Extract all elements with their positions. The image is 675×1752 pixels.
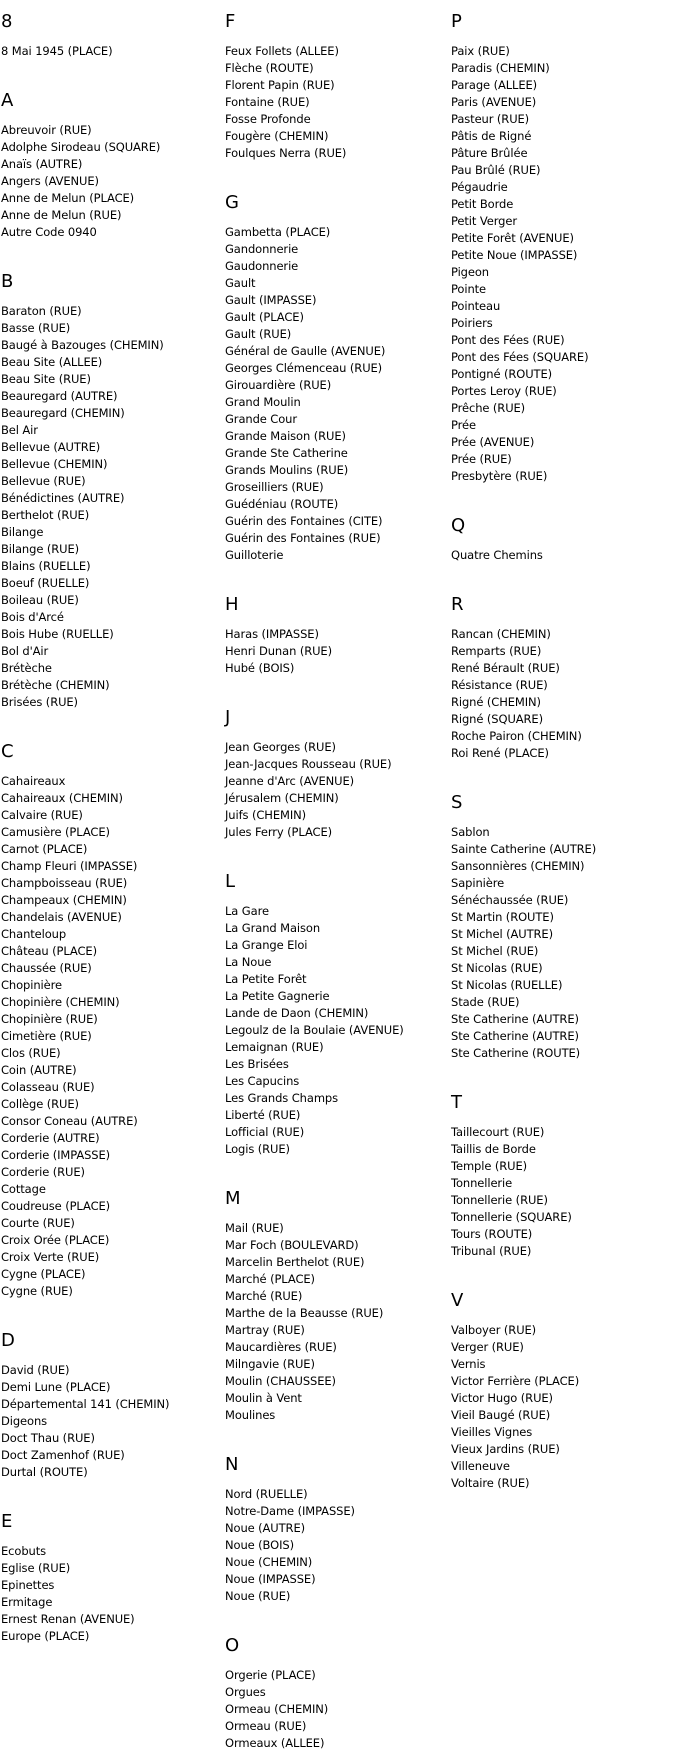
street-entry: Bilange xyxy=(1,525,44,539)
section-letter-heading: O xyxy=(225,1635,240,1656)
street-entry: Beauregard (CHEMIN) xyxy=(1,406,125,420)
street-entry: Roi René (PLACE) xyxy=(451,746,549,760)
street-entry: David (RUE) xyxy=(1,1363,70,1377)
street-entry: Gault (PLACE) xyxy=(225,310,304,324)
street-entry: Camusière (PLACE) xyxy=(1,825,110,839)
street-entry: Mar Foch (BOULEVARD) xyxy=(225,1238,359,1252)
street-list xyxy=(451,1124,671,1260)
street-entry: Résistance (RUE) xyxy=(451,678,548,692)
street-entry: Coin (AUTRE) xyxy=(1,1063,77,1077)
street-entry: Les Capucins xyxy=(225,1074,300,1088)
section-letter-heading: V xyxy=(451,1290,464,1311)
street-entry: Cottage xyxy=(1,1182,46,1196)
street-list xyxy=(1,43,221,60)
street-entry: Feux Follets (ALLEE) xyxy=(225,44,339,58)
section-letter-heading: N xyxy=(225,1454,239,1475)
street-entry: Prée xyxy=(451,418,476,432)
street-entry: Sainte Catherine (AUTRE) xyxy=(451,842,597,856)
street-entry: Ernest Renan (AVENUE) xyxy=(1,1612,135,1626)
street-entry: Grande Cour xyxy=(225,412,297,426)
street-entry: Anne de Melun (RUE) xyxy=(1,208,122,222)
street-entry: Petite Noue (IMPASSE) xyxy=(451,248,578,262)
section-letter-heading: D xyxy=(1,1330,15,1351)
section-letter-heading: J xyxy=(225,707,231,728)
street-entry: Sapinière xyxy=(451,876,505,890)
street-entry: La Grange Eloi xyxy=(225,938,308,952)
street-entry: Pigeon xyxy=(451,265,489,279)
street-entry: Chopinière (RUE) xyxy=(1,1012,98,1026)
street-entry: Boileau (RUE) xyxy=(1,593,79,607)
street-entry: Petite Forêt (AVENUE) xyxy=(451,231,574,245)
street-entry: Noue (IMPASSE) xyxy=(225,1572,316,1586)
index-column-1 xyxy=(1,0,221,1645)
street-entry: Chopinière xyxy=(1,978,62,992)
street-entry: Demi Lune (PLACE) xyxy=(1,1380,111,1394)
letter-section xyxy=(451,1290,671,1492)
section-letter-heading: H xyxy=(225,594,239,615)
street-entry: Cygne (RUE) xyxy=(1,1284,73,1298)
street-entry: Pasteur (RUE) xyxy=(451,112,530,126)
street-entry: Bois d'Arcé xyxy=(1,610,64,624)
street-entry: Gault (IMPASSE) xyxy=(225,293,317,307)
street-list xyxy=(1,303,221,711)
street-entry: Calvaire (RUE) xyxy=(1,808,83,822)
street-entry: Voltaire (RUE) xyxy=(451,1476,530,1490)
street-entry: Adolphe Sirodeau (SQUARE) xyxy=(1,140,161,154)
street-entry: Ecobuts xyxy=(1,1544,47,1558)
street-entry: Autre Code 0940 xyxy=(1,225,97,239)
street-entry: Nord (RUELLE) xyxy=(225,1487,308,1501)
letter-section xyxy=(1,271,221,711)
street-entry: Jean-Jacques Rousseau (RUE) xyxy=(225,757,392,771)
street-entry: Champ Fleuri (IMPASSE) xyxy=(1,859,138,873)
street-entry: Logis (RUE) xyxy=(225,1142,290,1156)
street-entry: Pointe xyxy=(451,282,487,296)
street-entry: Moulin à Vent xyxy=(225,1391,302,1405)
street-entry: Beauregard (AUTRE) xyxy=(1,389,118,403)
street-entry: Lemaignan (RUE) xyxy=(225,1040,324,1054)
street-entry: Ormeau (CHEMIN) xyxy=(225,1702,329,1716)
street-entry: Chopinière (CHEMIN) xyxy=(1,995,120,1009)
street-entry: Vieil Baugé (RUE) xyxy=(451,1408,551,1422)
street-entry: Corderie (RUE) xyxy=(1,1165,85,1179)
street-entry: Champeaux (CHEMIN) xyxy=(1,893,127,907)
street-entry: St Martin (ROUTE) xyxy=(451,910,554,924)
street-entry: Victor Hugo (RUE) xyxy=(451,1391,553,1405)
street-entry: Bois Hube (RUELLE) xyxy=(1,627,114,641)
street-entry: Epinettes xyxy=(1,1578,55,1592)
street-entry: Europe (PLACE) xyxy=(1,1629,90,1643)
street-entry: Gaudonnerie xyxy=(225,259,299,273)
street-list xyxy=(225,1220,445,1424)
street-entry: Brétèche (CHEMIN) xyxy=(1,678,110,692)
letter-section xyxy=(225,192,445,564)
street-entry: Durtal (ROUTE) xyxy=(1,1465,88,1479)
letter-section xyxy=(1,90,221,241)
street-entry: Taillecourt (RUE) xyxy=(451,1125,545,1139)
street-entry: Digeons xyxy=(1,1414,48,1428)
street-entry: Boeuf (RUELLE) xyxy=(1,576,90,590)
street-entry: Blains (RUELLE) xyxy=(1,559,91,573)
street-entry: Gandonnerie xyxy=(225,242,299,256)
street-entry: La Noue xyxy=(225,955,272,969)
street-entry: Grande Maison (RUE) xyxy=(225,429,346,443)
street-entry: Gault (RUE) xyxy=(225,327,292,341)
street-entry: Marché (RUE) xyxy=(225,1289,303,1303)
letter-section xyxy=(225,707,445,841)
letter-section xyxy=(1,1330,221,1481)
street-entry: Pégaudrie xyxy=(451,180,508,194)
street-entry: Marché (PLACE) xyxy=(225,1272,315,1286)
street-entry: Bellevue (CHEMIN) xyxy=(1,457,108,471)
street-entry: Gault xyxy=(225,276,256,290)
section-letter-heading: 8 xyxy=(1,11,13,32)
street-entry: Prée (RUE) xyxy=(451,452,512,466)
street-list xyxy=(225,1667,445,1752)
street-list xyxy=(451,824,671,1062)
street-entry: Corderie (IMPASSE) xyxy=(1,1148,111,1162)
street-entry: Colasseau (RUE) xyxy=(1,1080,95,1094)
section-letter-heading: L xyxy=(225,871,236,892)
street-entry: Vieilles Vignes xyxy=(451,1425,533,1439)
street-entry: Noue (AUTRE) xyxy=(225,1521,305,1535)
street-list xyxy=(225,43,445,162)
street-entry: Victor Ferrière (PLACE) xyxy=(451,1374,580,1388)
street-entry: Parage (ALLEE) xyxy=(451,78,538,92)
street-entry: Haras (IMPASSE) xyxy=(225,627,319,641)
street-entry: Vernis xyxy=(451,1357,486,1371)
street-list xyxy=(451,626,671,762)
street-entry: Martray (RUE) xyxy=(225,1323,305,1337)
street-list xyxy=(451,1322,671,1492)
street-entry: Guilloterie xyxy=(225,548,284,562)
street-entry: Champboisseau (RUE) xyxy=(1,876,128,890)
street-entry: Clos (RUE) xyxy=(1,1046,61,1060)
street-entry: Valboyer (RUE) xyxy=(451,1323,537,1337)
street-entry: Liberté (RUE) xyxy=(225,1108,301,1122)
letter-section xyxy=(225,871,445,1158)
index-column-2 xyxy=(225,0,445,1752)
street-entry: Guérin des Fontaines (CITE) xyxy=(225,514,383,528)
street-list xyxy=(1,1362,221,1481)
street-entry: Bol d'Air xyxy=(1,644,49,658)
letter-section xyxy=(451,1092,671,1260)
street-entry: Croix Verte (RUE) xyxy=(1,1250,100,1264)
street-entry: Moulines xyxy=(225,1408,276,1422)
street-entry: Quatre Chemins xyxy=(451,548,543,562)
street-list xyxy=(225,626,445,677)
street-entry: Baraton (RUE) xyxy=(1,304,82,318)
street-entry: Ste Catherine (AUTRE) xyxy=(451,1012,579,1026)
section-letter-heading: M xyxy=(225,1188,241,1209)
street-entry: Fontaine (RUE) xyxy=(225,95,310,109)
street-entry: Bilange (RUE) xyxy=(1,542,79,556)
letter-section xyxy=(225,1188,445,1424)
street-entry: Moulin (CHAUSSEE) xyxy=(225,1374,336,1388)
street-entry: Maucardières (RUE) xyxy=(225,1340,337,1354)
street-entry: Tonnellerie (SQUARE) xyxy=(451,1210,572,1224)
street-entry: Noue (BOIS) xyxy=(225,1538,294,1552)
letter-section xyxy=(225,11,445,162)
street-list xyxy=(225,224,445,564)
section-letter-heading: E xyxy=(1,1511,13,1532)
street-entry: Cygne (PLACE) xyxy=(1,1267,86,1281)
street-entry: St Michel (RUE) xyxy=(451,944,539,958)
street-entry: Doct Thau (RUE) xyxy=(1,1431,95,1445)
street-list xyxy=(1,1543,221,1645)
section-letter-heading: C xyxy=(1,741,14,762)
street-entry: Remparts (RUE) xyxy=(451,644,542,658)
street-entry: Marthe de la Beausse (RUE) xyxy=(225,1306,384,1320)
street-entry: Consor Coneau (AUTRE) xyxy=(1,1114,138,1128)
street-entry: Carnot (PLACE) xyxy=(1,842,88,856)
street-entry: Bel Air xyxy=(1,423,38,437)
street-entry: Hubé (BOIS) xyxy=(225,661,295,675)
letter-section xyxy=(225,594,445,677)
street-entry: La Gare xyxy=(225,904,269,918)
street-entry: Ermitage xyxy=(1,1595,53,1609)
street-entry: Départemental 141 (CHEMIN) xyxy=(1,1397,170,1411)
street-entry: Angers (AVENUE) xyxy=(1,174,99,188)
street-entry: Sablon xyxy=(451,825,490,839)
street-entry: Pontigné (ROUTE) xyxy=(451,367,552,381)
street-entry: Rigné (CHEMIN) xyxy=(451,695,541,709)
street-entry: Groseilliers (RUE) xyxy=(225,480,324,494)
street-entry: Brisées (RUE) xyxy=(1,695,78,709)
letter-section xyxy=(1,11,221,60)
street-entry: Pâture Brûlée xyxy=(451,146,528,160)
street-entry: Sénéchaussée (RUE) xyxy=(451,893,569,907)
section-letter-heading: S xyxy=(451,792,463,813)
street-entry: Villeneuve xyxy=(451,1459,510,1473)
street-entry: Portes Leroy (RUE) xyxy=(451,384,557,398)
street-entry: Cimetière (RUE) xyxy=(1,1029,92,1043)
street-entry: St Nicolas (RUELLE) xyxy=(451,978,563,992)
street-entry: Courte (RUE) xyxy=(1,1216,75,1230)
street-entry: Gambetta (PLACE) xyxy=(225,225,331,239)
street-list xyxy=(225,1486,445,1605)
street-entry: Ormeaux (ALLEE) xyxy=(225,1736,325,1750)
street-entry: Lande de Daon (CHEMIN) xyxy=(225,1006,369,1020)
street-list xyxy=(1,122,221,241)
street-entry: Paix (RUE) xyxy=(451,44,510,58)
street-entry: Verger (RUE) xyxy=(451,1340,524,1354)
section-letter-heading: P xyxy=(451,11,462,32)
street-entry: Les Grands Champs xyxy=(225,1091,339,1105)
street-entry: Legoulz de la Boulaie (AVENUE) xyxy=(225,1023,404,1037)
street-entry: Chandelais (AVENUE) xyxy=(1,910,122,924)
street-entry: Cahaireaux xyxy=(1,774,66,788)
street-entry: St Nicolas (RUE) xyxy=(451,961,543,975)
street-entry: Pont des Fées (SQUARE) xyxy=(451,350,589,364)
street-entry: Foulques Nerra (RUE) xyxy=(225,146,347,160)
street-entry: Jérusalem (CHEMIN) xyxy=(225,791,339,805)
letter-section xyxy=(225,1635,445,1752)
street-entry: Tonnellerie xyxy=(451,1176,513,1190)
street-entry: Noue (RUE) xyxy=(225,1589,291,1603)
street-entry: Prée (AVENUE) xyxy=(451,435,535,449)
street-entry: Bellevue (RUE) xyxy=(1,474,86,488)
street-entry: Berthelot (RUE) xyxy=(1,508,90,522)
street-entry: 8 Mai 1945 (PLACE) xyxy=(1,44,113,58)
street-entry: Orgues xyxy=(225,1685,266,1699)
street-list xyxy=(451,43,671,485)
letter-section xyxy=(1,1511,221,1645)
street-entry: Brétèche xyxy=(1,661,52,675)
street-entry: Corderie (AUTRE) xyxy=(1,1131,100,1145)
street-entry: Girouardière (RUE) xyxy=(225,378,332,392)
street-entry: Stade (RUE) xyxy=(451,995,520,1009)
street-entry: Cahaireaux (CHEMIN) xyxy=(1,791,123,805)
street-entry: Petit Verger xyxy=(451,214,517,228)
street-entry: Juifs (CHEMIN) xyxy=(225,808,307,822)
street-list xyxy=(225,903,445,1158)
street-entry: Baugé à Bazouges (CHEMIN) xyxy=(1,338,164,352)
street-list xyxy=(1,773,221,1300)
street-entry: Marcelin Berthelot (RUE) xyxy=(225,1255,365,1269)
street-list xyxy=(451,547,671,564)
street-entry: Rigné (SQUARE) xyxy=(451,712,543,726)
street-entry: Lofficial (RUE) xyxy=(225,1125,305,1139)
street-entry: La Petite Gagnerie xyxy=(225,989,330,1003)
street-entry: Doct Zamenhof (RUE) xyxy=(1,1448,125,1462)
street-entry: Grands Moulins (RUE) xyxy=(225,463,349,477)
street-entry: Presbytère (RUE) xyxy=(451,469,548,483)
street-entry: Jules Ferry (PLACE) xyxy=(225,825,333,839)
section-letter-heading: B xyxy=(1,271,14,292)
street-entry: Anaïs (AUTRE) xyxy=(1,157,83,171)
street-entry: Croix Orée (PLACE) xyxy=(1,1233,110,1247)
street-entry: Général de Gaulle (AVENUE) xyxy=(225,344,386,358)
street-entry: Orgerie (PLACE) xyxy=(225,1668,316,1682)
street-entry: Collège (RUE) xyxy=(1,1097,79,1111)
street-entry: Prêche (RUE) xyxy=(451,401,526,415)
street-entry: Tonnellerie (RUE) xyxy=(451,1193,548,1207)
street-entry: Tribunal (RUE) xyxy=(451,1244,532,1258)
street-entry: Guédéniau (ROUTE) xyxy=(225,497,339,511)
street-entry: Ste Catherine (AUTRE) xyxy=(451,1029,579,1043)
street-entry: Chaussée (RUE) xyxy=(1,961,92,975)
letter-section xyxy=(451,515,671,564)
street-entry: Paris (AVENUE) xyxy=(451,95,537,109)
street-entry: Taillis de Borde xyxy=(451,1142,536,1156)
letter-section xyxy=(451,792,671,1062)
letter-section xyxy=(451,11,671,485)
street-entry: Ste Catherine (ROUTE) xyxy=(451,1046,581,1060)
street-entry: St Michel (AUTRE) xyxy=(451,927,553,941)
street-entry: Poiriers xyxy=(451,316,493,330)
street-entry: Flèche (ROUTE) xyxy=(225,61,314,75)
street-entry: La Grand Maison xyxy=(225,921,321,935)
street-entry: Petit Borde xyxy=(451,197,514,211)
index-column-3 xyxy=(451,0,671,1492)
street-entry: Vieux Jardins (RUE) xyxy=(451,1442,560,1456)
street-entry: Notre-Dame (IMPASSE) xyxy=(225,1504,355,1518)
street-list xyxy=(225,739,445,841)
street-entry: Pont des Fées (RUE) xyxy=(451,333,565,347)
street-entry: Beau Site (RUE) xyxy=(1,372,91,386)
street-entry: Temple (RUE) xyxy=(451,1159,528,1173)
street-entry: Jeanne d'Arc (AVENUE) xyxy=(225,774,355,788)
street-entry: Tours (ROUTE) xyxy=(451,1227,533,1241)
street-entry: Basse (RUE) xyxy=(1,321,71,335)
street-entry: Ormeau (RUE) xyxy=(225,1719,307,1733)
street-entry: René Bérault (RUE) xyxy=(451,661,560,675)
section-letter-heading: A xyxy=(1,90,14,111)
street-entry: La Petite Forêt xyxy=(225,972,307,986)
street-entry: Anne de Melun (PLACE) xyxy=(1,191,135,205)
street-entry: Noue (CHEMIN) xyxy=(225,1555,313,1569)
street-entry: Sansonnières (CHEMIN) xyxy=(451,859,585,873)
letter-section xyxy=(451,594,671,762)
street-entry: Bellevue (AUTRE) xyxy=(1,440,101,454)
section-letter-heading: R xyxy=(451,594,464,615)
street-entry: Florent Papin (RUE) xyxy=(225,78,335,92)
street-entry: Grand Moulin xyxy=(225,395,301,409)
section-letter-heading: T xyxy=(451,1092,462,1113)
section-letter-heading: Q xyxy=(451,515,466,536)
street-entry: Chanteloup xyxy=(1,927,67,941)
letter-section xyxy=(1,741,221,1300)
section-letter-heading: F xyxy=(225,11,236,32)
street-entry: Fosse Profonde xyxy=(225,112,311,126)
street-entry: Guérin des Fontaines (RUE) xyxy=(225,531,381,545)
street-entry: Eglise (RUE) xyxy=(1,1561,71,1575)
street-entry: Mail (RUE) xyxy=(225,1221,284,1235)
street-entry: Milngavie (RUE) xyxy=(225,1357,315,1371)
street-entry: Pâtis de Rigné xyxy=(451,129,532,143)
street-entry: Coudreuse (PLACE) xyxy=(1,1199,111,1213)
street-entry: Roche Pairon (CHEMIN) xyxy=(451,729,582,743)
street-entry: Beau Site (ALLEE) xyxy=(1,355,103,369)
street-entry: Pointeau xyxy=(451,299,501,313)
section-letter-heading: G xyxy=(225,192,239,213)
street-entry: Jean Georges (RUE) xyxy=(225,740,336,754)
street-entry: Bénédictines (AUTRE) xyxy=(1,491,125,505)
street-entry: Les Brisées xyxy=(225,1057,289,1071)
street-entry: Fougère (CHEMIN) xyxy=(225,129,329,143)
street-entry: Paradis (CHEMIN) xyxy=(451,61,550,75)
street-entry: Georges Clémenceau (RUE) xyxy=(225,361,383,375)
letter-section xyxy=(225,1454,445,1605)
street-entry: Pau Brûlé (RUE) xyxy=(451,163,541,177)
street-entry: Henri Dunan (RUE) xyxy=(225,644,332,658)
street-entry: Abreuvoir (RUE) xyxy=(1,123,92,137)
street-entry: Grande Ste Catherine xyxy=(225,446,348,460)
street-entry: Rancan (CHEMIN) xyxy=(451,627,551,641)
street-entry: Château (PLACE) xyxy=(1,944,97,958)
